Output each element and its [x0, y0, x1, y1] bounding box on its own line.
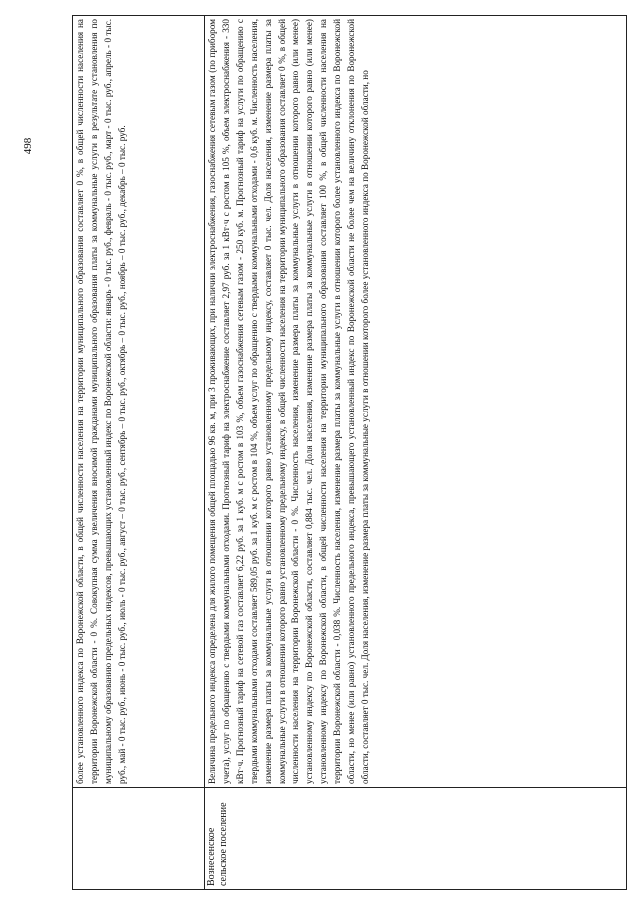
index-description-cell: более установленного индекса по Воронежской области, в общей численности населения на территории муниципального образования составляет 0 %, в общей численности населения на территории Воронежской области - 0 %. Совокупная сумма увеличения вносимой гражданами муниципального образования платы за коммунальные услуги в результате установления по муниципальному образованию предельных индексов, превышающих установленный индекс по Воронежской области: январь - 0 тыс. руб., февраль - 0 тыс. руб., март - 0 тыс. руб., апрель - 0 тыс. руб., май - 0 тыс. руб., июнь - 0 тыс. руб., июль - 0 тыс. руб., август – 0 тыс. руб., сентябрь – 0 тыс. руб., октябрь – 0 тыс. руб., ноябрь – 0 тыс. руб., декабрь – 0 тыс. руб. [73, 16, 205, 788]
table-row [73, 16, 205, 890]
tariff-index-table [72, 15, 627, 890]
index-description-cell: Величина предельного индекса определена для жилого помещения общей площадью 96 кв. м, при 3 проживающих, при наличии электроснабжения, газоснабжения сетевым газом (по прибором учета), услуг по обращению с твердыми коммунальными отходами. Прогнозный тариф на электроснабжение составляет 2,97 руб. за 1 кВт·ч с ростом в 105 %, объем электроснабжения - 330 кВт·ч. Прогнозный тариф на сетевой газ составляет 6,22 руб. за 1 куб. м с ростом в 103 %, объем газоснабжения сетевым газом - 250 куб. м. Прогнозный тариф на услуги по обращению с твердыми коммунальными отходами составляет 589,05 руб. за 1 куб. м с ростом в 104 %, объем услуг по обращению с твердыми коммунальными отходами - 0,6 куб. м. Численность населения, изменение размера платы за коммунальные услуги в отношении которого равно установленному предельному индексу, составляет 0 тыс. чел. Доля населения, изменение размера платы за коммунальные услуги в отношении которого равно установленному предельному индексу, в общей численности населения на территории муниципального образования составляет 0 %, в общей численности населения на территории Воронежской области - 0 %. Численность населения, изменение размера платы за коммунальные услуги в отношении которого равно (или менее) установленному индексу по Воронежской области, составляет 0,884 тыс. чел. Доля населения, изменение размера платы за коммунальные услуги в отношении которого равно (или менее) установленному индексу по Воронежской области, в общей численности населения на территории муниципального образования составляет 100 %, в общей численности населения на территории Воронежской области - 0,038 %. Численность населения, изменение размера платы за коммунальные услуги в отношении которого более установленного индекса по Воронежской области, но менее (или равно) установленного предельного индекса, превышающего установленный индекс по Воронежской области не более чем на величину отклонения по Воронежской области, составляет 0 тыс. чел. Доля населения, изменение размера платы за коммунальные услуги в отношении которого более установленного индекса по Воронежской области, но [205, 16, 627, 788]
municipality-cell: Вознесенское сельское поселение [205, 788, 627, 890]
table-row [205, 16, 627, 890]
municipality-cell [73, 788, 205, 890]
rotated-page-content [72, 15, 627, 890]
page-number: 498 [22, 137, 34, 155]
